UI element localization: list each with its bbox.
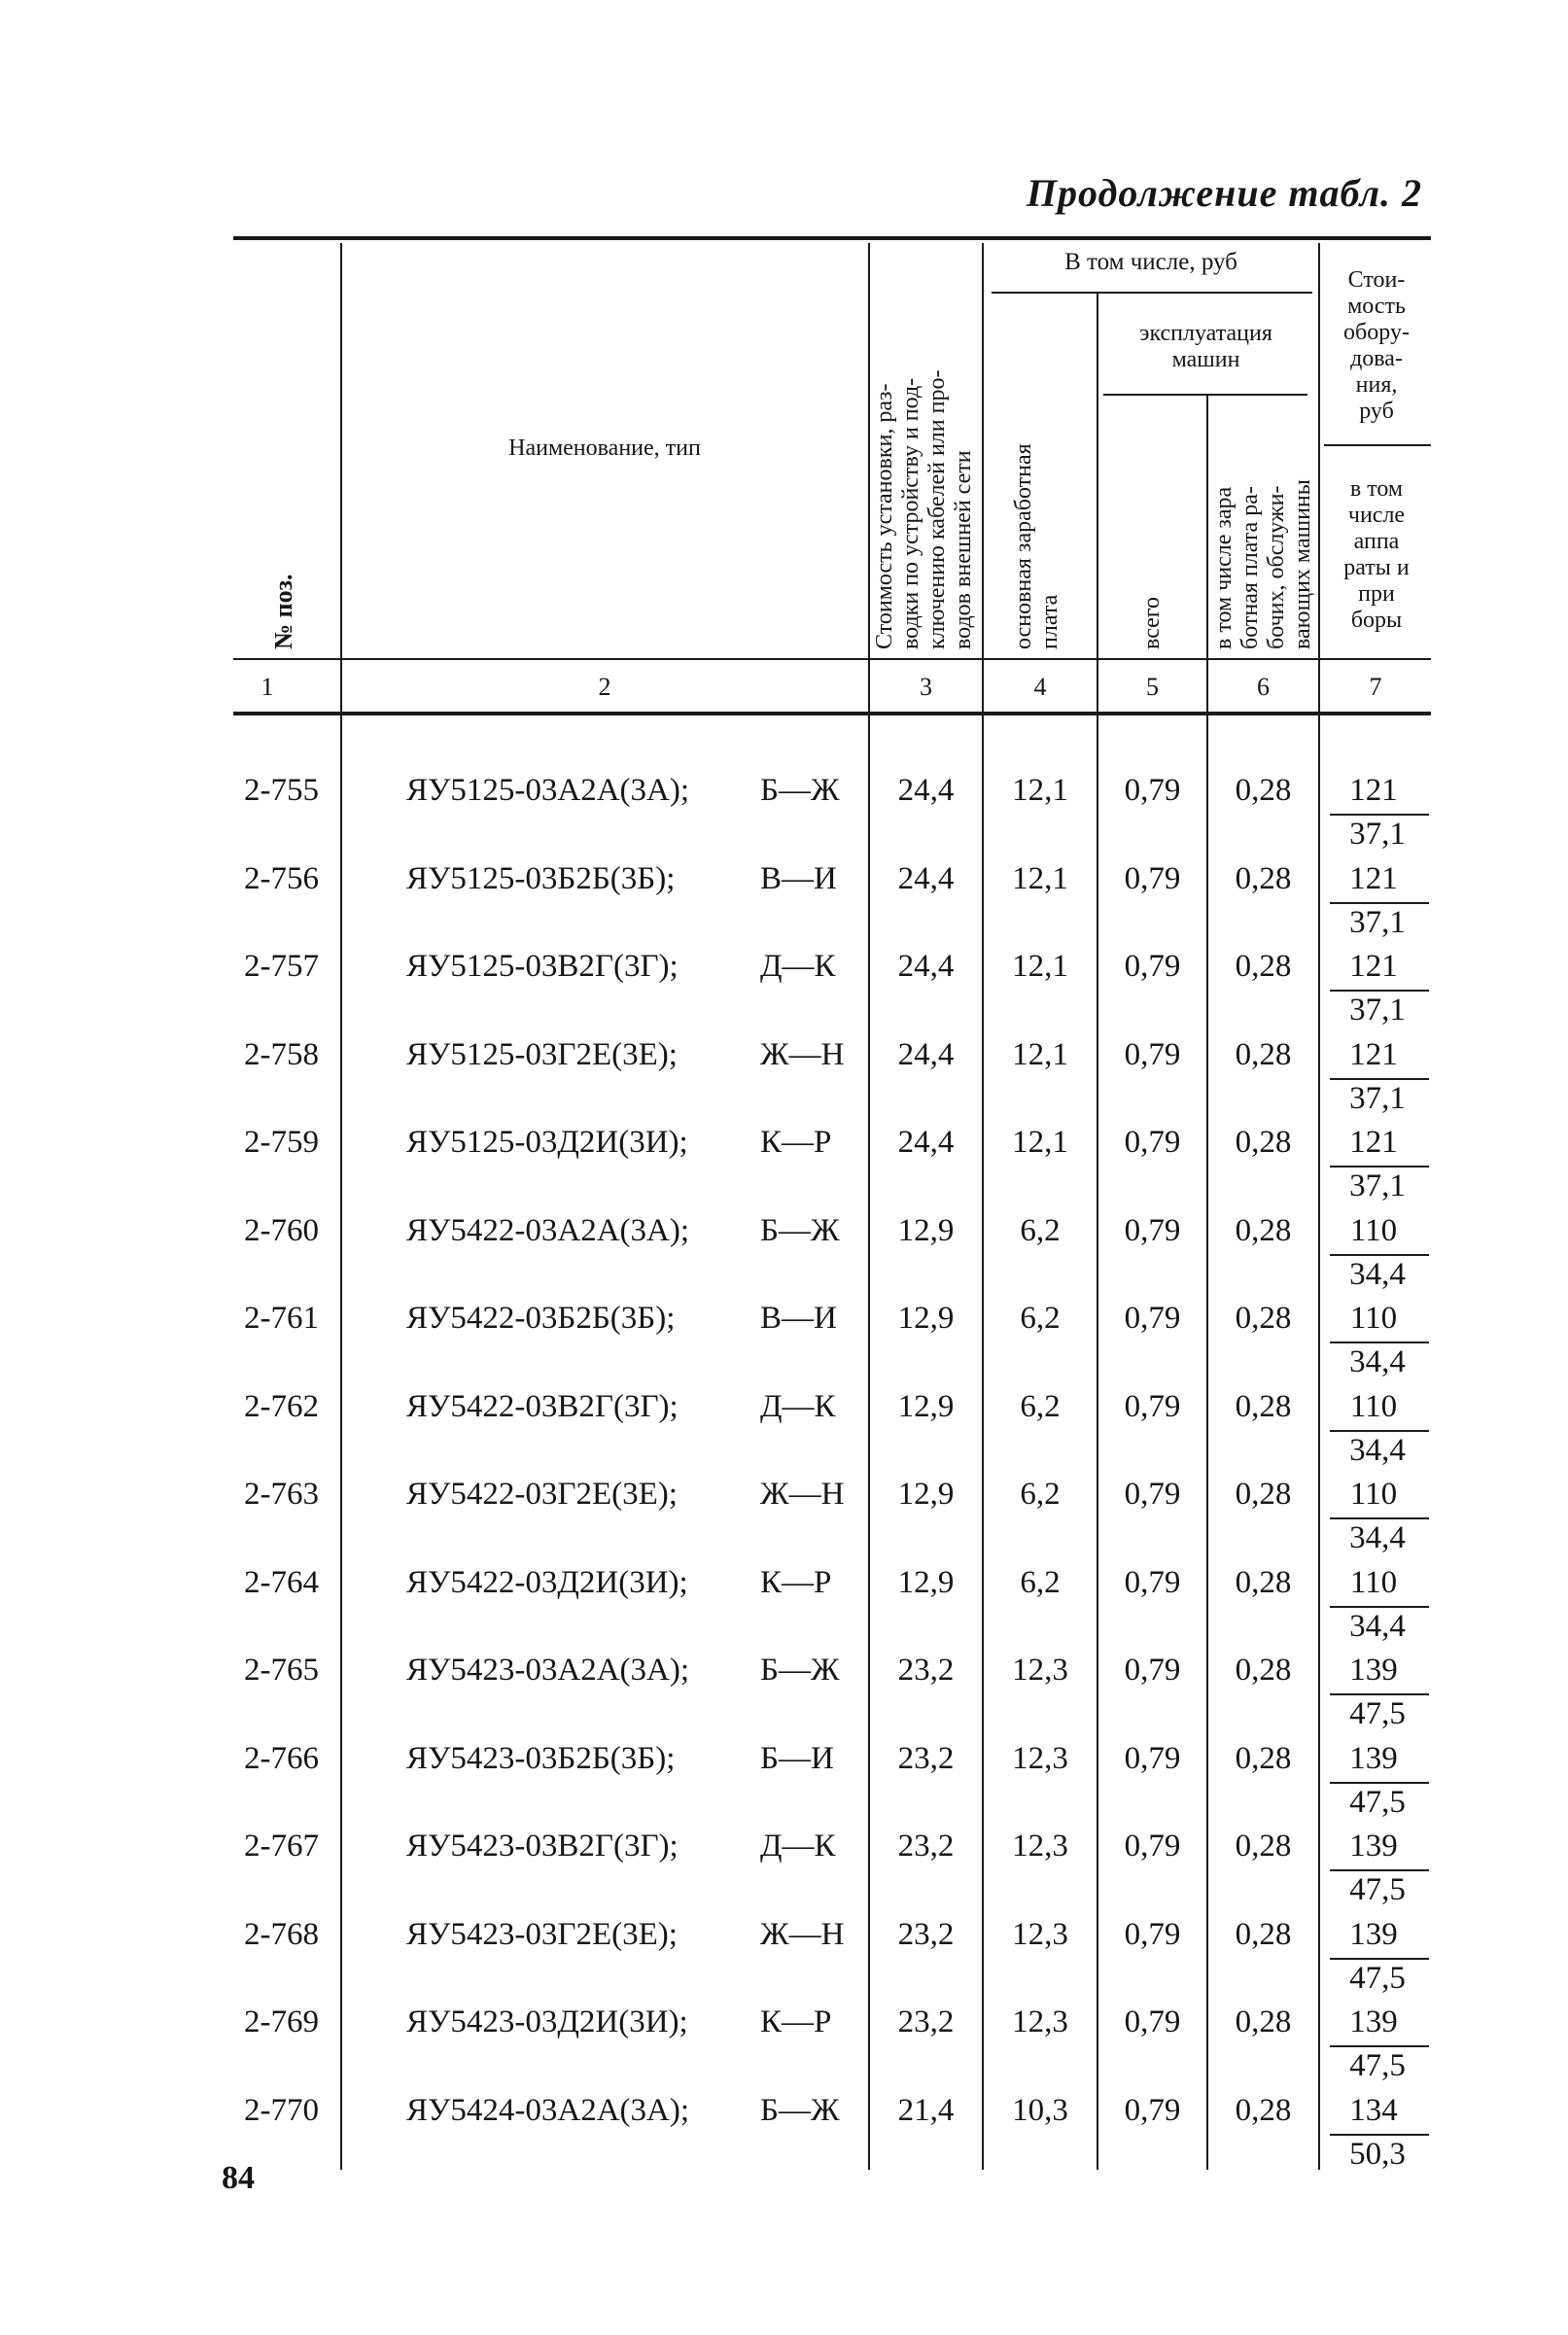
fraction-bar [1330,1869,1429,1871]
header-line: плата [1037,594,1063,649]
row-equipment-cost: 121 [1349,861,1398,896]
row-name: ЯУ5423-03А2А(3А); [406,1653,690,1688]
row-pos: 2-762 [244,1389,319,1424]
row-devices-cost: 47,5 [1349,1872,1406,1907]
row-install-cost: 23,2 [897,1917,955,1952]
header-group: В том числе, руб [1064,249,1237,275]
header-line: в том [1349,476,1404,502]
row-devices-cost: 37,1 [1349,1168,1406,1203]
col-line-2 [868,243,870,2170]
header-line: в том числе зара [1211,486,1237,649]
row-install-cost: 12,9 [897,1565,955,1600]
page-title: Продолжение табл. 2 [1026,171,1422,215]
row-install-cost: 12,9 [897,1477,955,1512]
row-devices-cost: 50,3 [1349,2137,1406,2172]
row-range: Б—Ж [760,773,840,808]
row-machines-total: 0,79 [1124,1389,1181,1424]
col-line-3 [982,243,984,2170]
row-name: ЯУ5422-03Д2И(3И); [406,1565,688,1600]
row-machines-wage: 0,28 [1235,1389,1292,1424]
row-equipment-cost: 139 [1349,1653,1398,1688]
header-line: руб [1359,399,1394,424]
colnum-6: 6 [1257,673,1270,701]
row-equipment-cost: 139 [1349,1917,1398,1952]
colnum-5: 5 [1146,673,1159,701]
row-base-wage: 12,1 [1012,861,1068,896]
row-equipment-cost: 110 [1349,1213,1398,1248]
row-pos: 2-767 [244,1829,319,1864]
row-pos: 2-769 [244,2004,319,2039]
row-machines-wage: 0,28 [1235,2093,1292,2128]
row-machines-wage: 0,28 [1235,2004,1292,2039]
row-pos: 2-757 [244,949,319,984]
header-line: ключению кабелей или про- [924,369,950,649]
header-line: обору- [1343,320,1410,345]
row-devices-cost: 37,1 [1349,1081,1406,1116]
header-line: дова- [1350,346,1403,371]
row-name: ЯУ5422-03Г2Е(3Е); [406,1477,678,1512]
row-install-cost: 23,2 [897,1829,955,1864]
group-divider [992,292,1312,294]
row-pos: 2-761 [244,1301,319,1336]
row-pos: 2-755 [244,773,319,808]
row-machines-wage: 0,28 [1235,1213,1292,1248]
row-machines-wage: 0,28 [1235,1301,1292,1336]
row-install-cost: 24,4 [897,949,955,984]
fraction-bar [1330,814,1429,816]
header-name: Наименование, тип [508,436,701,461]
row-base-wage: 12,3 [1012,1829,1068,1864]
row-equipment-cost: 110 [1349,1477,1398,1512]
header-total: всего [1139,596,1165,649]
row-machines-total: 0,79 [1124,1477,1181,1512]
col7-divider [1324,444,1431,446]
row-equipment-cost: 110 [1349,1301,1398,1336]
row-name: ЯУ5424-03А2А(3А); [406,2093,690,2128]
page-number: 84 [222,2160,255,2196]
row-equipment-cost: 121 [1349,1125,1398,1160]
header-pos: № поз. [269,574,297,649]
row-machines-total: 0,79 [1124,1565,1181,1600]
row-machines-wage: 0,28 [1235,861,1292,896]
fraction-bar [1330,1517,1429,1519]
row-machines-total: 0,79 [1124,1917,1181,1952]
row-pos: 2-766 [244,1741,319,1776]
row-range: Д—К [760,1389,836,1424]
row-install-cost: 24,4 [897,773,955,808]
row-pos: 2-768 [244,1917,319,1952]
row-equipment-cost: 139 [1349,1829,1398,1864]
row-devices-cost: 37,1 [1349,905,1406,940]
row-name: ЯУ5422-03Б2Б(3Б); [406,1301,676,1336]
header-line: боры [1350,608,1403,633]
row-equipment-cost: 121 [1349,773,1398,808]
row-pos: 2-759 [244,1125,319,1160]
fraction-bar [1330,1693,1429,1695]
row-equipment-cost: 121 [1349,949,1398,984]
row-equipment-cost: 139 [1349,2004,1398,2039]
header-divider [233,658,1431,660]
row-equipment-cost: 134 [1349,2093,1398,2128]
colnum-2: 2 [598,673,611,701]
colnum-4: 4 [1033,673,1047,701]
fraction-bar [1330,1606,1429,1608]
row-pos: 2-765 [244,1653,319,1688]
row-install-cost: 12,9 [897,1301,955,1336]
fraction-bar [1330,1254,1429,1256]
fraction-bar [1330,1078,1429,1080]
row-devices-cost: 34,4 [1349,1520,1406,1555]
row-machines-wage: 0,28 [1235,949,1292,984]
row-machines-total: 0,79 [1124,1125,1181,1160]
row-range: Д—К [760,1829,836,1864]
row-install-cost: 24,4 [897,1125,955,1160]
row-name: ЯУ5125-03Б2Б(3Б); [406,861,676,896]
header-line: машин [1171,347,1240,372]
row-machines-total: 0,79 [1124,861,1181,896]
header-line: аппа [1353,529,1400,554]
row-range: Д—К [760,949,836,984]
row-base-wage: 6,2 [1020,1477,1061,1512]
header-line: мость [1347,294,1406,319]
header-line: ния, [1355,372,1398,398]
header-machines [1101,321,1310,373]
row-name: ЯУ5423-03Г2Е(3Е); [406,1917,678,1952]
header-install-cost [872,370,977,649]
row-name: ЯУ5423-03Б2Б(3Б); [406,1741,676,1776]
row-equipment-cost: 121 [1349,1037,1398,1072]
row-devices-cost: 37,1 [1349,993,1406,1028]
table-top-rule [233,236,1431,240]
header-line: раты и [1343,555,1410,580]
header-line: вающих машины [1290,479,1315,649]
row-range: Ж—Н [760,1037,845,1072]
row-install-cost: 23,2 [897,1741,955,1776]
header-equipment-cost [1322,267,1431,425]
header-line: водов внешней сети [951,450,976,649]
fraction-bar [1330,2045,1429,2047]
fraction-bar [1330,902,1429,904]
row-devices-cost: 47,5 [1349,1696,1406,1731]
row-machines-wage: 0,28 [1235,1125,1292,1160]
header-machine-wage [1211,479,1316,649]
row-install-cost: 21,4 [897,2093,955,2128]
row-machines-wage: 0,28 [1235,1477,1292,1512]
header-line: Стоимость установки, раз- [872,383,897,649]
row-pos: 2-764 [244,1565,319,1600]
col-line-5 [1206,394,1208,2170]
header-line: Стои- [1347,267,1406,293]
row-install-cost: 12,9 [897,1389,955,1424]
row-devices-cost: 47,5 [1349,1785,1406,1820]
row-machines-total: 0,79 [1124,1213,1181,1248]
header-line: числе [1347,503,1406,528]
row-base-wage: 12,1 [1012,1125,1068,1160]
machines-divider [1103,394,1307,396]
row-machines-wage: 0,28 [1235,1037,1292,1072]
row-base-wage: 6,2 [1020,1389,1061,1424]
row-devices-cost: 34,4 [1349,1344,1406,1379]
row-machines-wage: 0,28 [1235,1565,1292,1600]
row-pos: 2-763 [244,1477,319,1512]
row-machines-wage: 0,28 [1235,1653,1292,1688]
row-equipment-cost: 110 [1349,1565,1398,1600]
row-range: Б—Ж [760,2093,840,2128]
header-line: эксплуатация [1139,321,1272,346]
row-machines-wage: 0,28 [1235,1829,1292,1864]
row-devices-cost: 47,5 [1349,2048,1406,2083]
row-base-wage: 12,3 [1012,2004,1068,2039]
row-range: К—Р [760,1125,832,1160]
row-base-wage: 12,1 [1012,773,1068,808]
row-base-wage: 12,1 [1012,1037,1068,1072]
row-machines-total: 0,79 [1124,1741,1181,1776]
row-devices-cost: 34,4 [1349,1609,1406,1644]
row-pos: 2-760 [244,1213,319,1248]
row-name: ЯУ5423-03В2Г(3Г); [406,1829,679,1864]
row-machines-total: 0,79 [1124,2093,1181,2128]
header-line: бочих, обслужи- [1264,485,1289,649]
row-machines-wage: 0,28 [1235,1917,1292,1952]
row-base-wage: 6,2 [1020,1565,1061,1600]
fraction-bar [1330,1782,1429,1784]
row-machines-total: 0,79 [1124,949,1181,984]
row-devices-cost: 47,5 [1349,1961,1406,1996]
row-install-cost: 23,2 [897,2004,955,2039]
row-install-cost: 12,9 [897,1213,955,1248]
row-devices-cost: 34,4 [1349,1433,1406,1468]
row-name: ЯУ5422-03А2А(3А); [406,1213,690,1248]
fraction-bar [1330,1166,1429,1168]
row-pos: 2-770 [244,2093,319,2128]
row-machines-total: 0,79 [1124,2004,1181,2039]
row-machines-total: 0,79 [1124,1653,1181,1688]
row-machines-total: 0,79 [1124,1829,1181,1864]
col-line-1 [340,243,342,2170]
row-base-wage: 12,3 [1012,1653,1068,1688]
row-install-cost: 24,4 [897,861,955,896]
fraction-bar [1330,990,1429,992]
colnum-3: 3 [920,673,932,701]
row-base-wage: 12,3 [1012,1917,1068,1952]
row-name: ЯУ5125-03В2Г(3Г); [406,949,679,984]
row-base-wage: 12,3 [1012,1741,1068,1776]
header-line: ботная плата ра- [1237,486,1263,649]
row-machines-wage: 0,28 [1235,773,1292,808]
fraction-bar [1330,1958,1429,1960]
fraction-bar [1330,1342,1429,1343]
row-base-wage: 10,3 [1012,2093,1068,2128]
row-install-cost: 23,2 [897,1653,955,1688]
row-name: ЯУ5423-03Д2И(3И); [406,2004,688,2039]
header-bottom-rule [233,712,1431,715]
row-base-wage: 6,2 [1020,1213,1061,1248]
row-range: К—Р [760,1565,832,1600]
row-range: Б—Ж [760,1653,840,1688]
row-devices-cost: 34,4 [1349,1257,1406,1292]
row-range: В—И [760,1301,837,1336]
row-base-wage: 6,2 [1020,1301,1061,1336]
row-pos: 2-756 [244,861,319,896]
header-line: при [1358,581,1395,607]
row-name: ЯУ5125-03Д2И(3И); [406,1125,688,1160]
row-machines-total: 0,79 [1124,773,1181,808]
header-line: основная заработная [1011,443,1036,649]
fraction-bar [1330,1430,1429,1432]
col-line-6 [1318,243,1320,2170]
row-range: Ж—Н [760,1477,845,1512]
fraction-bar [1330,2134,1429,2136]
row-base-wage: 12,1 [1012,949,1068,984]
row-range: Ж—Н [760,1917,845,1952]
row-range: В—И [760,861,837,896]
row-pos: 2-758 [244,1037,319,1072]
row-name: ЯУ5422-03В2Г(3Г); [406,1389,679,1424]
row-install-cost: 24,4 [897,1037,955,1072]
row-range: Б—И [760,1741,834,1776]
colnum-7: 7 [1369,673,1382,701]
row-range: Б—Ж [760,1213,840,1248]
row-name: ЯУ5125-03Г2Е(3Е); [406,1037,678,1072]
row-equipment-cost: 139 [1349,1741,1398,1776]
row-equipment-cost: 110 [1349,1389,1398,1424]
header-devices [1322,476,1431,634]
header-line: водки по устройству и под- [898,377,923,649]
row-machines-wage: 0,28 [1235,1741,1292,1776]
row-range: К—Р [760,2004,832,2039]
row-machines-total: 0,79 [1124,1037,1181,1072]
row-machines-total: 0,79 [1124,1301,1181,1336]
colnum-1: 1 [261,673,274,701]
row-name: ЯУ5125-03А2А(3А); [406,773,690,808]
row-devices-cost: 37,1 [1349,817,1406,852]
header-base-wage [1011,443,1063,649]
